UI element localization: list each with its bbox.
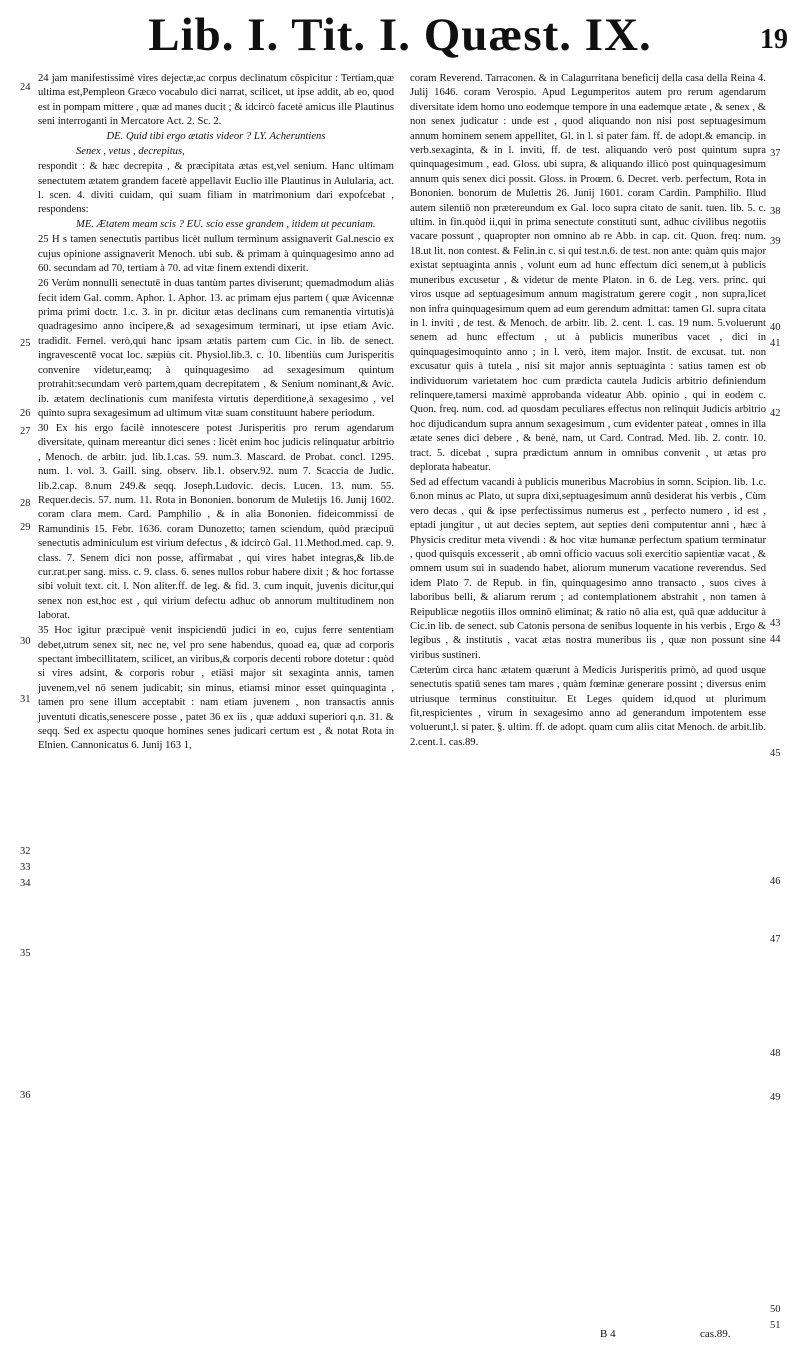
- margin-number: 46: [770, 876, 781, 887]
- paragraph: 35 Hoc igitur præcipuè venit inspiciendū judici in eo, cujus ferre sententiam debet,utrum senex sit, nec ne, vel pro sene habendus, quoad ea, quæ ad corporis spectant imbecillitatem, scilicet, an viribus,& corporis decenti robore dotetur : quòd si vires adsint, & corporis robur , etiāsi major sit sexaginta annis, tamen juvenem,vel nō senem judicabit; sin minus, etiamsi minor esset quinquaginta , tamen pro sene illum acceptabit : nam etiam juvenem , non transactis annis juventuti dicatis,senescere posse , patet 36 ex iis , quæ adduxi superiori q.n. 31. & seqq. Sed ex aspectu quoque homines senes judicari certum est , & notat Rota in Elnien. Cannonicatus 6. Junij 163 1,: [38, 625, 394, 752]
- margin-number: 47: [770, 934, 781, 945]
- margin-number: 36: [20, 1090, 31, 1101]
- margin-number: 24: [20, 82, 31, 93]
- left-column: [38, 72, 394, 754]
- margin-number: 29: [20, 522, 31, 533]
- paragraph: 25 H s tamen senectutis partibus licèt nullum terminum assignaverit Gal.nescio ex cujus opinione assignaverit Menoch. ubi sub. & primam à quinquagesimo anno ad 60. secundam ad 70, tertiam à 70. ad vitæ finem extendi dixerit.: [38, 234, 394, 275]
- margin-number: 43: [770, 618, 781, 629]
- folio-number: 19: [760, 24, 788, 55]
- margin-number: 50: [770, 1304, 781, 1315]
- margin-number: 51: [770, 1320, 781, 1331]
- margin-number: 31: [20, 694, 31, 705]
- right-column: [410, 72, 766, 751]
- margin-number: 42: [770, 408, 781, 419]
- paragraph: 24 jam manifestissimè vires dejectæ,ac corpus declinatum cōspicitur : Tertiam,quæ ultima est,Pempleon Græco vocabulo dici narrat, scilicet, ut ipse addit, ab eo, quod est in pompam mittere , quæ ad manes ducit ; & idcircò facetè amicus ille Plautinus seni interroganti in Mercatore Act. 2. Sc. 2.: [38, 73, 394, 128]
- margin-number: 38: [770, 206, 781, 217]
- page-header: [0, 6, 800, 66]
- paragraph: Sed ad effectum vacandi à publicis muneribus Macrobius in somn. Scipion. lib. 1.c. 6.non minus ac Plato, ut supra dixi,septuagesimum annū desiderat his verbis , Cùm vero decas , qui & ipse perfectissimus numerus est , perfecto numero , id est , eptadi jungitur , ut aut decies septem, aut septies deni computentur anni , hæc à Physicis creditur meta vivendi : & hoc vitæ humanæ perfectum spatium terminatur , quod quisquis excesserit , ab omni officio vacuus soli exercitio sapientiæ vacat , & omnem usum sui in suadendo habet, aliorum munerum vacatione reverendus. Sed idem Plato 7. de Repub. in fin, quinquagesimo anno transacto , suos cives à laboribus belli, & aliarum rerum ; ad contemplationem abstrahit , non tamen à Reipublicæ negotiis illos omninō eliminat; & ratio nō alia est, quā quæ adducitur à Cic.in lib. de senect. sub Catonis persona de senibus loquente in his verbis , Ergo & legibus , & institutis , vacat ætas nostra muneribus iis , quæ non possunt sine viribus sustineri.: [410, 476, 766, 661]
- running-title: Lib. I. Tit. I. Quæst. IX.: [148, 9, 652, 61]
- margin-number: 40: [770, 322, 781, 333]
- paragraph: Cæterùm circa hanc ætatem quærunt à Medicis Jurisperitis primò, ad quod usque senectutis spatiū senes tam mares , quàm fœminæ generare possint ; diversus enim utriusque terminus constituitur. Et Leges quidem id,quod ut plurimum fit,respicientes , virum in sexagesimo anno ad generandum impotentem esse voluerunt,l. si pater. §. ultim. ff. de adopt. quam cum aliis citat Menoch. de arbit.lib. 2.cent.1. cas.89.: [410, 664, 766, 748]
- paragraph: coram Reverend. Tarraconen. & in Calagurritana beneficij della casa della Reina 4. Julij 1646. coram Verospio. Apud Legumperitos autem pro rerum agendarum diversitate idem homo uno eodemque tempore in una eademque ætate , & senex , & non senex judicatur : unde est , quod aliquando non nisi post septuagesimum annum hominem senem appellitet, Gl. in l. si pater fam. ff. de adopt.& emancip. in verb.sexaginta, & in l. inviti, ff. de test. aliquando verò post quintum supra quinquagesimum , ead. Gloss. ubi supra, & aliquando illicò post quinquagesimum annum quis senex dici possit. Gloss. in Proœm. 6. Decret. verb. perfectum, Rota in Bononien. bonorum de Mulettis 26. Junij 1601. coram Cardin. Pamphilio. Illud autem silentiō non prætereundum ex Gal. loco supra citato de sanit. tuen. lib. 5. c. ultim. in fin.quòd ii,qui in prima senectute constituti sunt, adhuc civilibus negotiis vacare possunt , quapropter non omnino ab re Abb. in cap. cit. Quon. freq: num. 18.ut lit. non contest. & Felin.in c. si qui test.n.6. de test. non ante: quàm quis major existat septuaginta annis , volunt eum ad hunc effectum dici senem,ut à publicis muneribus excusetur , & videtur de mente Platon. in 6. de Leg. vers. princ. qui viros usque ad septuagesimum annum magistratum gerere cogit , non supra,licet non infra quinquagesimum quem ad eum gerendum admittat: tamen Gl. supra citata in l. inviti , de test. & Menoch. de arbitr. lib. 2. cent. 1. cas. 19 num. 5.voluerunt senem ad hunc effectum , ut à publicis muneribus vacet , dici in quinquagesimoquinto anno ; in l. verò, item major. Instit. de excusat. tut. non excusatur quis à tutela , nisi sit major annis septuaginta : satius tamen est ob individuorum varietatem hoc cum prædicta cautela Judicis arbitrio definiendum relinquere,tamersi maximè approbanda videatur Abb. opinio , qui in eodem c. Quon. freq. num. cod. ad quosdam peculiares effectus non relinquit Judicis arbitrio hoc dijudicandum supra annum sexagesimum , cum evidenter pateat , omnes in illa ætate senes dici debere , & benè, nam, ut Card. Contrad. Med. lib. 2. contr. 10. tract. 5. dicebat , supra prædictum annum in omnibus convenit , ut ætas pro deplorata habeatur.: [410, 73, 766, 473]
- margin-number: 30: [20, 636, 31, 647]
- margin-number: 45: [770, 748, 781, 759]
- paragraph: 30 Ex his ergo facilè innotescere potest Jurisperitis pro rerum agendarum diversitate, quinam mereantur dici senes : licèt enim hoc judicis relinquatur arbitrio , Menoch. de arbitr. jud. lib.1.cas. 59. num.3. Mascard. de Probat. concl. 1295. num. 1. vol. 3. Gaill. sing. observ. lib.1. observ.92. num 7. Scaccia de Judic. lib.2.cap. 8.num 249.& seqq. Joseph.Ludovic. decis. Lucen. 13. num. 55. Requer.decis. 57. num. 11. Rota in Bononien. bonorum de Muletijs 16. Junij 1602. coram clara mem. Card. Pamphilio , & in alia Bononien. fideicommissi de Ramundinis 15. Febr. 1636. coram Dunozetto; tamen sciendum, quòd præcipuū senectutis adminiculum est virium defectus , & idcircò Gal. 11.Method.med. cap. 9. class. 7. Senem dici non posse, affirmabat , qui vires habet integras,& lib.de cur.rat.per sang. miss. c. 9. class. 6. senes nullos robur habere dixit ; & hoc fortasse sibi voluit text. cit. l. Non aliter.ff. de leg. & fid. 3. cum inquit, juvenis dicitur,qui senex non est,hoc est , qui virium defectu adhuc ob annorum multitudinem non laborat.: [38, 422, 394, 622]
- margin-number: 35: [20, 948, 31, 959]
- verse-line: DE. Quid tibi ergo ætatis videor ? LY. Acheruntiens: [106, 131, 326, 143]
- margin-number: 34: [20, 878, 31, 889]
- signature-mark: B 4: [600, 1328, 616, 1340]
- verse-line: Senex , vetus , decrepitus,: [76, 146, 185, 158]
- margin-number: 27: [20, 426, 31, 437]
- margin-number: 48: [770, 1048, 781, 1059]
- margin-number: 28: [20, 498, 31, 509]
- margin-number: 26: [20, 408, 31, 419]
- paragraph: respondit : & hæc decrepita , & præcipitata ætas est,vel senium. Hanc ultimam senectutem ætatem grandem facetè appellavit Euclio ille Plautinus in Aulularia, act. l. scen. 4. diviti cuidam, qui suam filiam in matrimonium dari expofcebat , respondens:: [38, 161, 394, 216]
- margin-number: 37: [770, 148, 781, 159]
- margin-number: 25: [20, 338, 31, 349]
- margin-number: 33: [20, 862, 31, 873]
- margin-number: 49: [770, 1092, 781, 1103]
- margin-number: 41: [770, 338, 781, 349]
- paragraph: 26 Verùm nonnulli senectutē in duas tantùm partes diviserunt; quemadmodum aliàs fecit idem Gal. comm. Aphor. 1. Aphor. 13. ac primam ejus partem ( quæ Avicennæ prima primi doctr. 1.c. 3. in pr. dicitur ætas declinans cum remanentia virtutis)à quadragesimo anno incipere,& ad sexagesimum terminari, ut ipse etiam Avic. tradidit. Fernel. verò,qui hanc ipsam ætatis partem cum Cic. in lib. de senect. ingravescentē vocat loc. sæpiùs cit. Physiol.lib.3. c. 10. libentiùs cum Jurisperitis convenire videtur,eamq; à quinquagesimo ad sexagesimum quintum protrahit:secundam verò partem,quam decrepitatem , & Senium nominant,& Avic. ib. ætatem declinationis cum manifesta virtutis deperditione,à sexagesimo , vel quinto supra sexagesimum ad ultimum vitæ suam constituunt habere periodum.: [38, 278, 394, 419]
- page-footer: [0, 1328, 800, 1346]
- margin-number: 39: [770, 236, 781, 247]
- catchword: cas.89.: [700, 1328, 731, 1340]
- margin-number: 44: [770, 634, 781, 645]
- verse-line: ME. Ætatem meam scis ? EU. scio esse grandem , itidem ut pecuniam.: [76, 219, 376, 231]
- margin-number: 32: [20, 846, 31, 857]
